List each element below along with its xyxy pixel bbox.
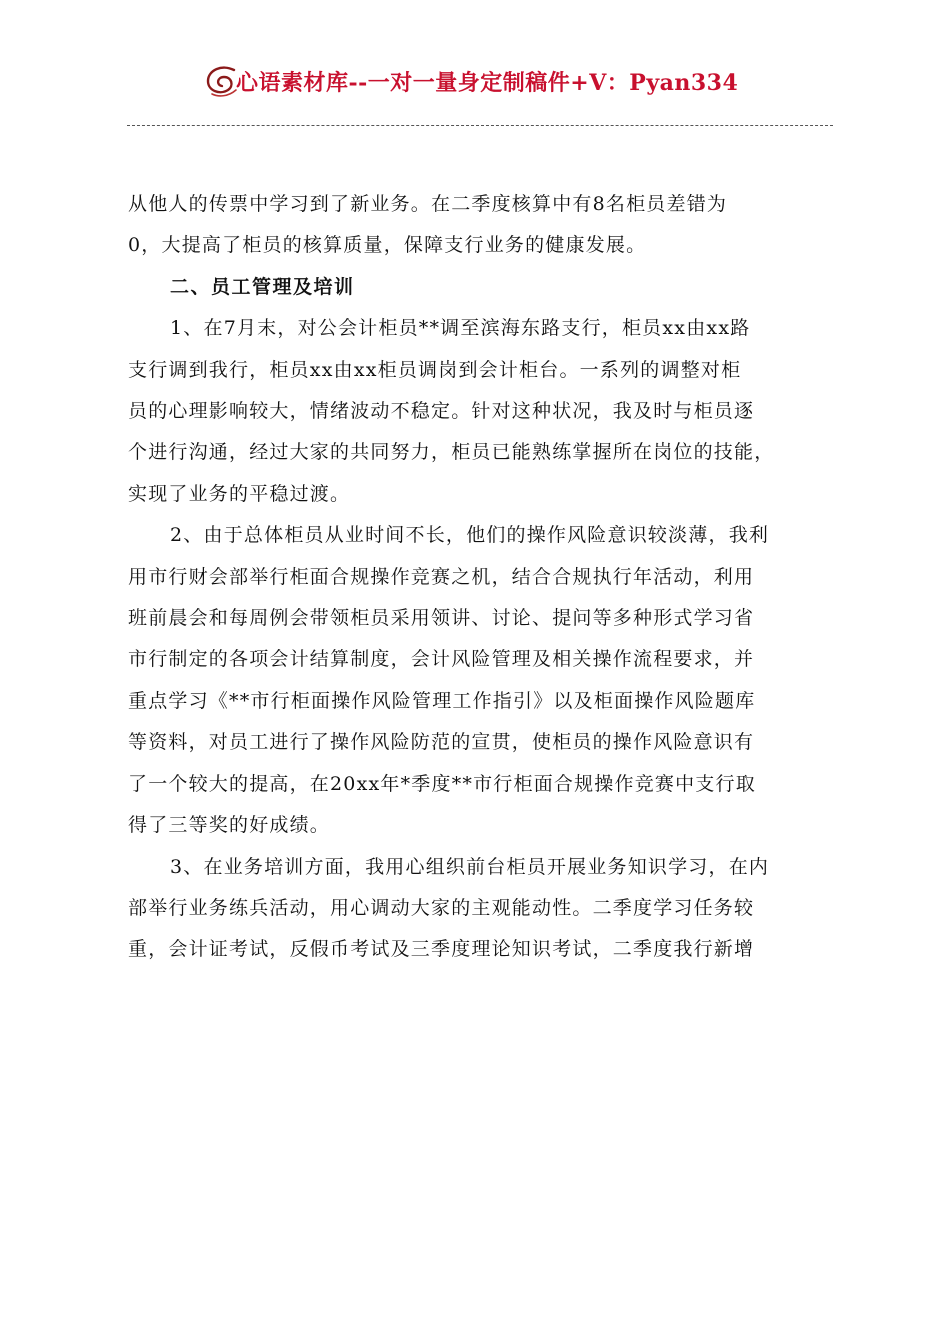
text-line: 个进行沟通，经过大家的共同努力，柜员已能熟练掌握所在岗位的技能， xyxy=(128,441,775,464)
text-line: 市行制定的各项会计结算制度，会计风险管理及相关操作流程要求，并 xyxy=(128,648,755,671)
paragraph-continuation xyxy=(128,184,832,267)
text-line: 3、在业务培训方面，我用心组织前台柜员开展业务知识学习，在内 xyxy=(170,855,770,878)
document-body xyxy=(128,184,832,971)
text-line: 用市行财会部举行柜面合规操作竞赛之机，结合合规执行年活动，利用 xyxy=(128,565,755,588)
paragraph-3 xyxy=(128,847,832,971)
text-line: 得了三等奖的好成绩。 xyxy=(128,814,331,837)
header-tagline: --一对一量身定制稿件+V： xyxy=(348,70,630,96)
text-line: 实现了业务的平稳过渡。 xyxy=(128,482,351,505)
paragraph-1 xyxy=(128,308,832,515)
text-line: 等资料，对员工进行了操作风险防范的宣贯，使柜员的操作风险意识有 xyxy=(128,731,755,754)
text-line: 员的心理影响较大，情绪波动不稳定。针对这种状况，我及时与柜员逐 xyxy=(128,400,755,423)
text-line: 2、由于总体柜员从业时间不长，他们的操作风险意识较淡薄，我利 xyxy=(170,524,770,547)
paragraph-2 xyxy=(128,515,832,846)
header-divider xyxy=(127,125,833,126)
text-line: 了一个较大的提高，在20xx年*季度**市行柜面合规操作竞赛中支行取 xyxy=(128,772,756,795)
header-title xyxy=(236,66,738,97)
text-line: 支行调到我行，柜员xx由xx柜员调岗到会计柜台。一系列的调整对柜 xyxy=(128,358,742,381)
text-line: 重，会计证考试，反假币考试及三季度理论知识考试，二季度我行新增 xyxy=(128,938,755,961)
text-line: 部举行业务练兵活动，用心调动大家的主观能动性。二季度学习任务较 xyxy=(128,896,755,919)
text-line: 1、在7月末，对公会计柜员**调至滨海东路支行，柜员xx由xx路 xyxy=(170,317,751,340)
page-header xyxy=(0,58,950,102)
brand-name: 心语素材库 xyxy=(236,70,349,96)
text-line: 班前晨会和每周例会带领柜员采用领讲、讨论、提问等多种形式学习省 xyxy=(128,607,755,630)
text-line: 0，大提高了柜员的核算质量，保障支行业务的健康发展。 xyxy=(128,234,647,257)
section-heading xyxy=(128,267,832,308)
header-contact: Pyan334 xyxy=(629,70,739,96)
text-line: 从他人的传票中学习到了新业务。在二季度核算中有8名柜员差错为 xyxy=(128,193,728,215)
section-heading-text: 二、员工管理及培训 xyxy=(170,275,355,298)
text-line: 重点学习《**市行柜面操作风险管理工作指引》以及柜面操作风险题库 xyxy=(128,689,756,712)
swirl-logo-icon xyxy=(204,64,240,98)
